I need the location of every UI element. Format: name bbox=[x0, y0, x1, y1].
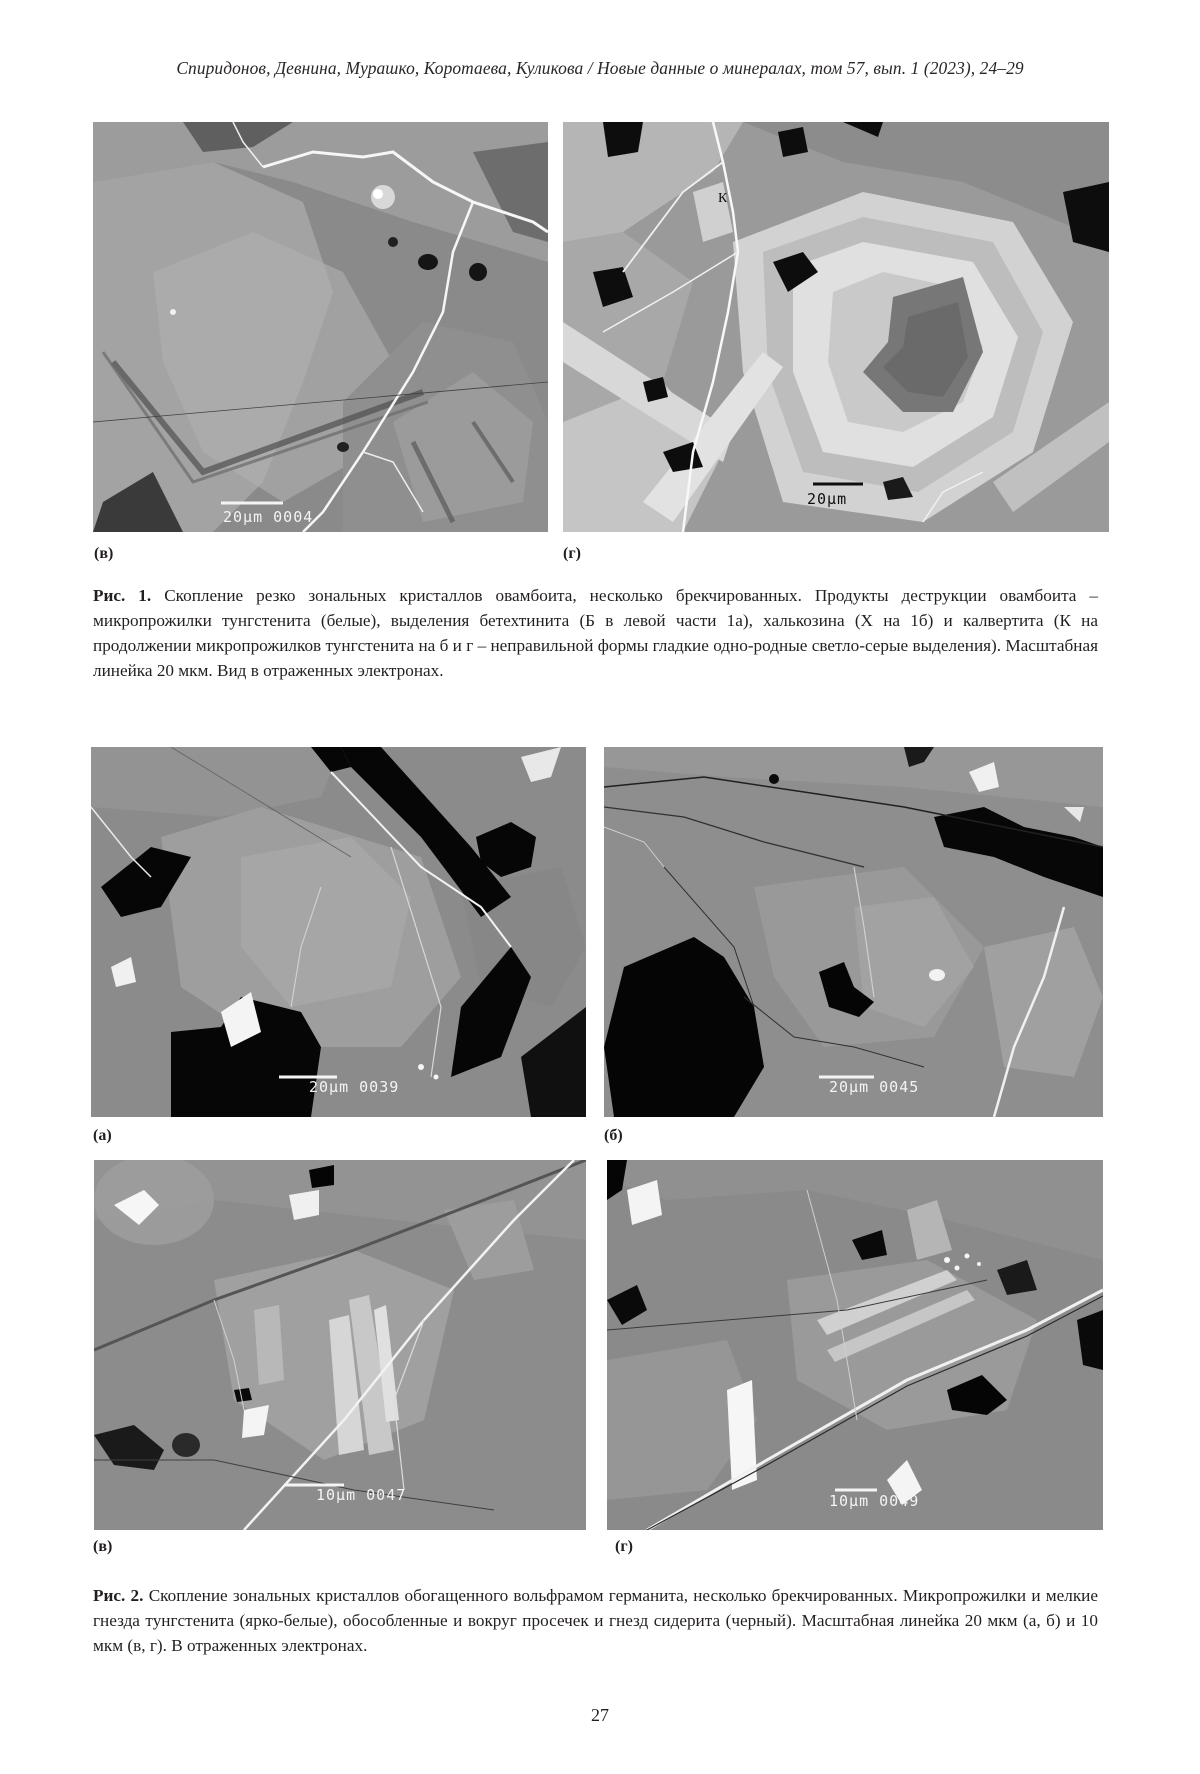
scale-bar-text: 20μm 0004 bbox=[223, 508, 314, 526]
bse-micrograph bbox=[94, 1160, 586, 1530]
figure2-panel-b-label: (б) bbox=[604, 1127, 623, 1144]
figure1-caption bbox=[93, 583, 1098, 683]
scale-bar-text: 20μm 0039 bbox=[309, 1078, 400, 1096]
figure1-caption-lead: Рис. 1. bbox=[93, 586, 152, 605]
figure2-panel-v-image bbox=[94, 1160, 586, 1530]
figure2-panel-g-label: (г) bbox=[615, 1538, 633, 1555]
figure2-caption bbox=[93, 1583, 1098, 1658]
figure1-panel-g-image bbox=[563, 122, 1109, 532]
figure2-caption-text: Скопление зональных кристаллов обогащенного вольфрамом германита, несколько брекчированных. Микропрожилки и мелкие гнезда тунгстенита (ярко-белые), обособленные и вокруг просечек и гнезд сидерита (черный). Масштабная линейка 20 мкм (а, б) и 10 мкм (в, г). В отраженных электронах. bbox=[93, 1586, 1099, 1655]
figure1-caption-text: Скопление резко зональных кристаллов овамбоита, несколько брекчированных. Продукты деструкции овамбоита – микропрожилки тунгстенита (белые), выделения бетехтинита (Б в левой части 1а), халькозина (Х на 1б) и калвертита (К на продолжении микропрожилков тунгстенита на б и г – неправильной формы гладкие одно-родные светло-серые выделения). Масштабная линейка 20 мкм. Вид в отраженных электронах. bbox=[93, 586, 1098, 680]
figure2-panel-a-image bbox=[91, 747, 586, 1117]
running-head: Спиридонов, Девнина, Мурашко, Коротаева, Куликова / Новые данные о минералах, том 57, вып. 1 (2023), 24–29 bbox=[176, 58, 1024, 78]
scale-bar-text: 10μm 0049 bbox=[829, 1492, 920, 1510]
figure1-panel-v-image bbox=[93, 122, 548, 532]
bse-micrograph bbox=[607, 1160, 1103, 1530]
phase-label-k: К bbox=[718, 191, 728, 206]
figure1-panel-v-label: (в) bbox=[94, 545, 114, 562]
bse-micrograph bbox=[91, 747, 586, 1117]
scale-bar-text: 10μm 0047 bbox=[316, 1486, 407, 1504]
figure2-panel-b-image bbox=[604, 747, 1103, 1117]
scale-bar-text: 20μm 0045 bbox=[829, 1078, 920, 1096]
page-number: 27 bbox=[591, 1705, 609, 1725]
figure2-panel-g-image bbox=[607, 1160, 1103, 1530]
figure2-panel-a-label: (а) bbox=[93, 1127, 112, 1144]
figure1-panel-g-label: (г) bbox=[563, 545, 581, 562]
bse-micrograph bbox=[563, 122, 1109, 532]
scale-bar-text: 20μm bbox=[807, 490, 848, 508]
figure2-panel-v-label: (в) bbox=[93, 1538, 113, 1555]
bse-micrograph bbox=[604, 747, 1103, 1117]
figure2-caption-lead: Рис. 2. bbox=[93, 1586, 144, 1605]
bse-micrograph bbox=[93, 122, 548, 532]
